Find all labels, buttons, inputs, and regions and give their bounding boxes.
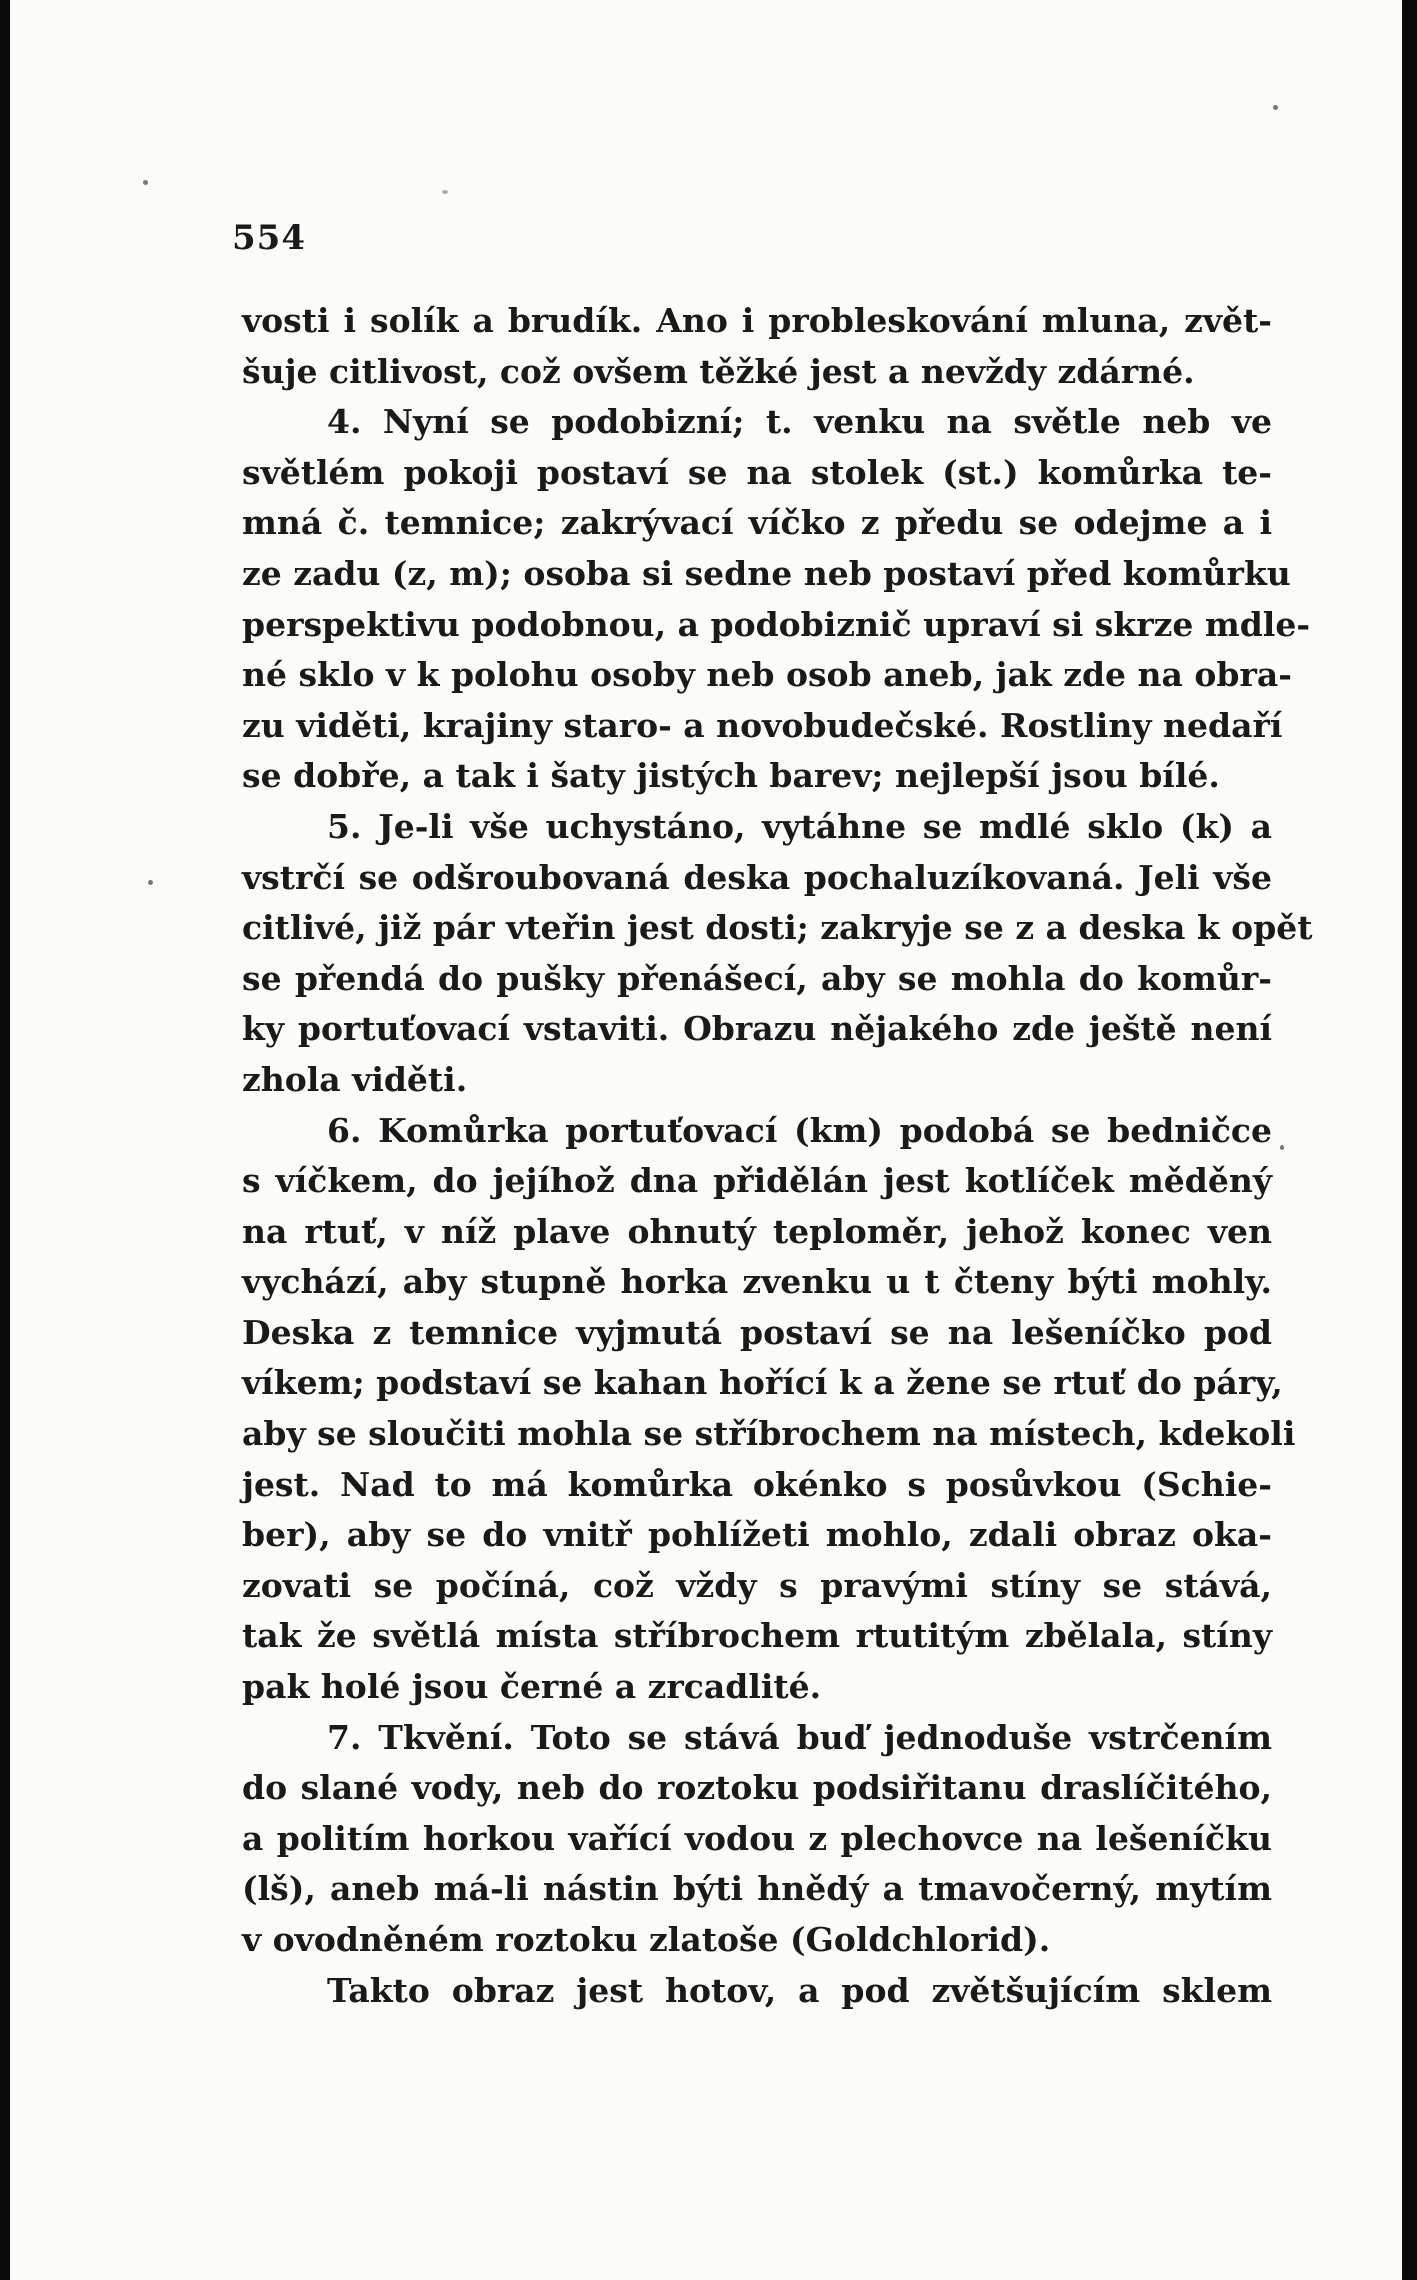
scan-speck (143, 180, 148, 185)
book-page (10, 0, 1402, 2280)
text-line: jest. Nad to má komůrka okénko s posůvkou (Schie- (242, 1464, 1272, 1504)
text-line: a politím horkou vařící vodou z plechovce na lešeníčku (242, 1818, 1272, 1858)
text-line: vstrčí se odšroubovaná deska pochaluzíkovaná. Jeli vše (242, 857, 1272, 897)
page-number: 554 (232, 218, 306, 258)
text-line: do slané vody, neb do roztoku podsiřitanu draslíčitého, (242, 1768, 1272, 1808)
text-line: 6. Komůrka portuťovací (km) podobá se bedničce (327, 1110, 1272, 1150)
text-line: vychází, aby stupně horka zvenku u t čteny býti mohly. (242, 1262, 1272, 1302)
text-line: vosti i solík a brudík. Ano i probleskování mluna, zvět- (242, 301, 1272, 340)
text-line: aby se sloučiti mohla se stříbrochem na místech, kdekoli (242, 1414, 1296, 1454)
scan-speck (1280, 1145, 1284, 1150)
body-text (242, 296, 1313, 2016)
text-line: zovati se počíná, což vždy s pravými stíny se stává, (242, 1565, 1272, 1605)
text-line: (lš), aneb má-li nástin býti hnědý a tmavočerný, mytím (242, 1869, 1272, 1909)
text-line: né sklo v k polohu osoby neb osob aneb, jak zde na obra- (242, 655, 1292, 695)
text-line: víkem; podstaví se kahan hořící k a žene se rtuť do páry, (242, 1363, 1283, 1403)
text-line: Takto obraz jest hotov, a pod zvětšujícím sklem (327, 1970, 1272, 2010)
text-line: perspektivu podobnou, a podobiznič upraví si skrze mdle- (242, 604, 1311, 644)
text-line: 7. Tkvění. Toto se stává buď jednoduše vstrčením (327, 1717, 1272, 1757)
text-line: na rtuť, v níž plave ohnutý teploměr, jehož konec ven (242, 1211, 1272, 1251)
text-line: se přendá do pušky přenášecí, aby se mohla do komůr- (242, 958, 1272, 998)
scan-speck (1273, 105, 1278, 110)
text-line: citlivé, již pár vteřin jest dosti; zakryje se z a deska k opět (242, 908, 1313, 948)
text-line: pak holé jsou černé a zrcadlité. (242, 1667, 822, 1707)
scan-speck (148, 880, 153, 885)
text-line: ze zadu (z, m); osoba si sedne neb postaví před komůrku (242, 553, 1291, 593)
text-line: mná č. temnice; zakrývací víčko z předu se odejme a i (242, 503, 1272, 543)
text-line: Deska z temnice vyjmutá postaví se na lešeníčko pod (242, 1312, 1272, 1352)
text-line: v ovodněném roztoku zlatoše (Goldchlorid). (242, 1920, 1051, 1959)
text-line: 4. Nyní se podobizní; t. venku na světle neb ve (327, 402, 1272, 442)
text-line: světlém pokoji postaví se na stolek (st.) komůrka te- (242, 452, 1272, 492)
text-line: šuje citlivost, což ovšem těžké jest a nevždy zdárné. (242, 351, 1195, 391)
text-line: tak že světlá místa stříbrochem rtutitým zbělala, stíny (242, 1616, 1272, 1656)
text-line: ky portuťovací vstaviti. Obrazu nějakého zde ještě není (242, 1009, 1272, 1049)
text-line: zhola viděti. (242, 1059, 468, 1099)
text-line: 5. Je-li vše uchystáno, vytáhne se mdlé sklo (k) a (327, 806, 1272, 846)
text-line: ber), aby se do vnitř pohlížeti mohlo, zdali obraz oka- (242, 1515, 1272, 1555)
scan-speck (442, 190, 448, 194)
text-line: se dobře, a tak i šaty jistých barev; nejlepší jsou bílé. (242, 756, 1220, 796)
text-line: s víčkem, do jejíhož dna přidělán jest kotlíček měděný (242, 1161, 1272, 1201)
text-line: zu viděti, krajiny staro- a novobudečské. Rostliny nedaří (242, 705, 1283, 745)
